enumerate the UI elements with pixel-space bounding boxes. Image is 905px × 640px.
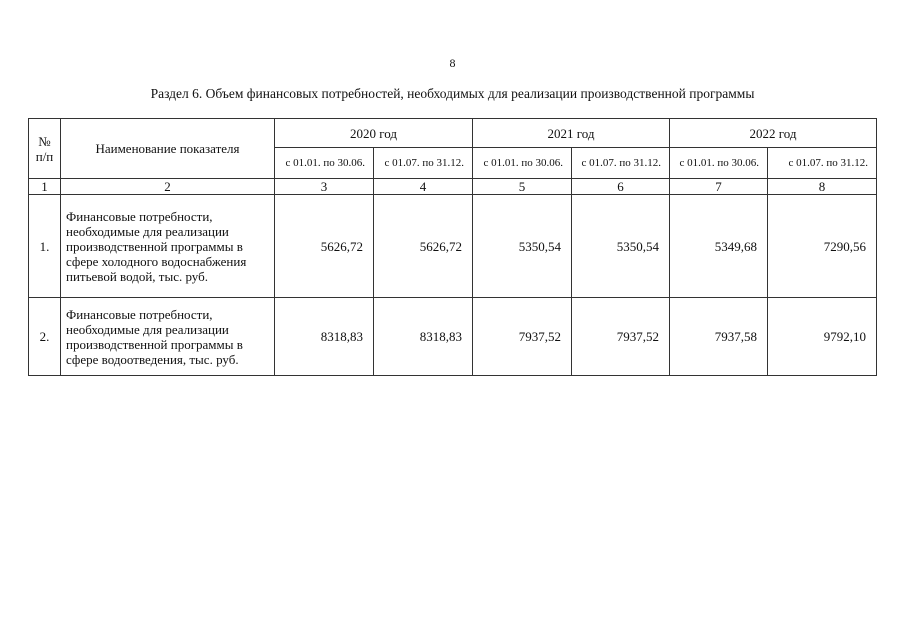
row-value: 5626,72 <box>275 195 374 298</box>
row-value: 5350,54 <box>473 195 572 298</box>
column-number: 1 <box>29 179 61 195</box>
column-numbers-row <box>29 179 877 195</box>
header-period: с 01.01. по 30.06. <box>473 148 572 179</box>
row-value: 5626,72 <box>374 195 473 298</box>
column-number: 5 <box>473 179 572 195</box>
column-number: 3 <box>275 179 374 195</box>
row-value: 8318,83 <box>275 298 374 376</box>
header-period: с 01.07. по 31.12. <box>572 148 670 179</box>
row-name: Финансовые потребности, необходимые для реализации производственной программы в сфере водоотведения, тыс. руб. <box>61 298 275 376</box>
row-value: 7937,52 <box>572 298 670 376</box>
row-value: 7290,56 <box>768 195 877 298</box>
header-row-years <box>29 119 877 148</box>
column-number: 2 <box>61 179 275 195</box>
header-period: с 01.07. по 31.12. <box>768 148 877 179</box>
header-period: с 01.07. по 31.12. <box>374 148 473 179</box>
header-year-2022: 2022 год <box>670 119 877 148</box>
column-number: 4 <box>374 179 473 195</box>
table-row <box>29 298 877 376</box>
row-num: 1. <box>29 195 61 298</box>
column-number: 6 <box>572 179 670 195</box>
column-number: 7 <box>670 179 768 195</box>
header-period: с 01.01. по 30.06. <box>275 148 374 179</box>
table-row <box>29 195 877 298</box>
header-year-2021: 2021 год <box>473 119 670 148</box>
row-value: 9792,10 <box>768 298 877 376</box>
row-value: 5349,68 <box>670 195 768 298</box>
header-num: № п/п <box>29 119 61 179</box>
header-name: Наименование показателя <box>61 119 275 179</box>
row-name: Финансовые потребности, необходимые для реализации производственной программы в сфере холодного водоснабжения питьевой водой, тыс. руб. <box>61 195 275 298</box>
header-period: с 01.01. по 30.06. <box>670 148 768 179</box>
page-number: 8 <box>449 56 456 70</box>
row-num: 2. <box>29 298 61 376</box>
column-number: 8 <box>768 179 877 195</box>
row-value: 8318,83 <box>374 298 473 376</box>
section-title: Раздел 6. Объем финансовых потребностей, необходимых для реализации производственной программы <box>150 86 755 101</box>
row-value: 5350,54 <box>572 195 670 298</box>
header-year-2020: 2020 год <box>275 119 473 148</box>
row-value: 7937,52 <box>473 298 572 376</box>
financial-needs-table <box>28 118 877 376</box>
row-value: 7937,58 <box>670 298 768 376</box>
